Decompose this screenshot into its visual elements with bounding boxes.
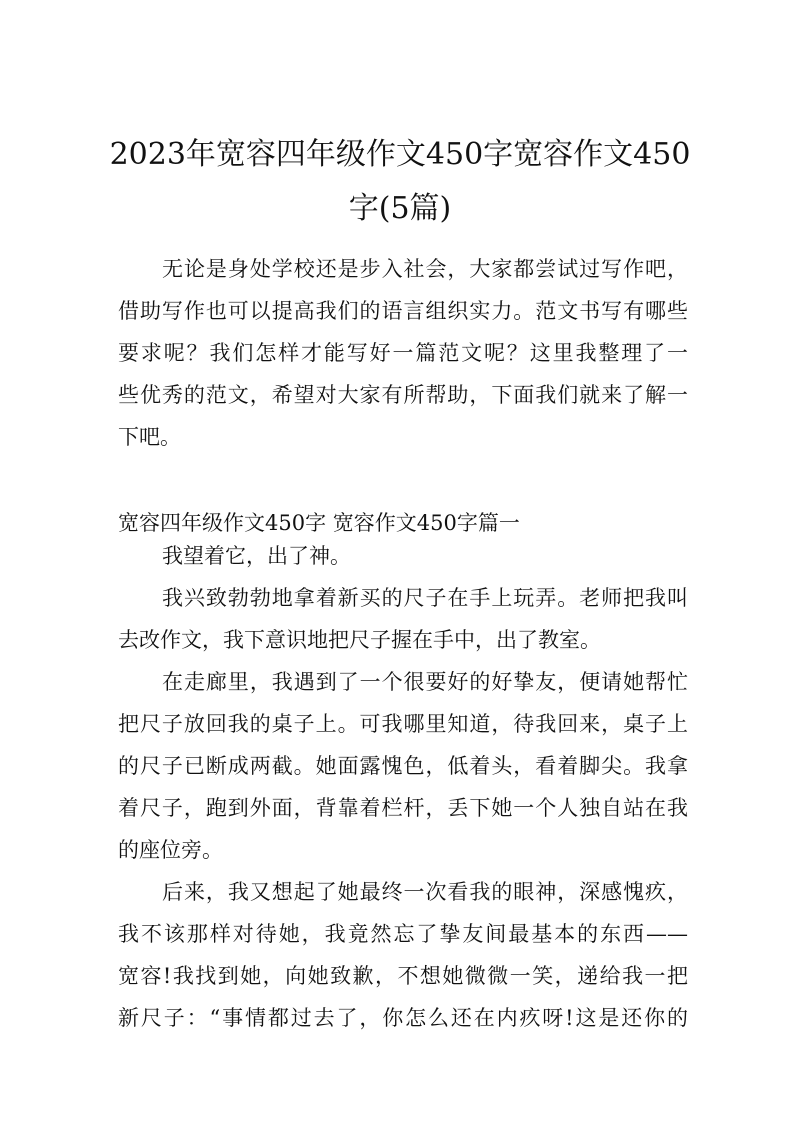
text-line: 的座位旁。	[118, 838, 223, 862]
text-line: 下吧。	[118, 425, 181, 449]
body-paragraph	[118, 535, 688, 577]
text-line: 些优秀的范文，希望对大家有所帮助，下面我们就来了解一	[118, 383, 688, 407]
title-line-1: 2023年宽容四年级作文450字宽容作文450	[109, 137, 691, 172]
document-title	[80, 128, 720, 236]
text-line: 在走廊里，我遇到了一个很要好的好挚友，便请她帮忙	[162, 670, 688, 694]
intro-paragraph	[118, 248, 688, 458]
text-line: 去改作文，我下意识地把尺子握在手中，出了教室。	[118, 628, 601, 652]
section-heading: 宽容四年级作文450字 宽容作文450字篇一	[118, 511, 520, 535]
text-line: 新尺子：“事情都过去了，你怎么还在内疚呀!这是还你的	[118, 1006, 688, 1030]
body-paragraph	[118, 871, 688, 1039]
text-line: 要求呢？我们怎样才能写好一篇范文呢？这里我整理了一	[118, 341, 688, 365]
text-line: 宽容!我找到她，向她致歉，不想她微微一笑，递给我一把	[118, 964, 688, 988]
text-line: 借助写作也可以提高我们的语言组织实力。范文书写有哪些	[118, 299, 688, 323]
title-line-2: 字(5篇)	[348, 191, 452, 226]
text-line: 我兴致勃勃地拿着新买的尺子在手上玩弄。老师把我叫	[162, 586, 688, 610]
text-line: 把尺子放回我的桌子上。可我哪里知道，待我回来，桌子上	[118, 712, 688, 736]
body-paragraph	[118, 661, 688, 871]
text-line: 我望着它，出了神。	[162, 544, 351, 568]
text-line: 的尺子已断成两截。她面露愧色，低着头，看着脚尖。我拿	[118, 754, 688, 778]
text-line: 无论是身处学校还是步入社会，大家都尝试过写作吧，	[162, 257, 688, 281]
text-line: 着尺子，跑到外面，背靠着栏杆，丢下她一个人独自站在我	[118, 796, 688, 820]
text-line: 我不该那样对待她，我竟然忘了挚友间最基本的东西——	[118, 922, 688, 946]
body-paragraph	[118, 577, 688, 661]
text-line: 后来，我又想起了她最终一次看我的眼神，深感愧疚，	[162, 880, 688, 904]
